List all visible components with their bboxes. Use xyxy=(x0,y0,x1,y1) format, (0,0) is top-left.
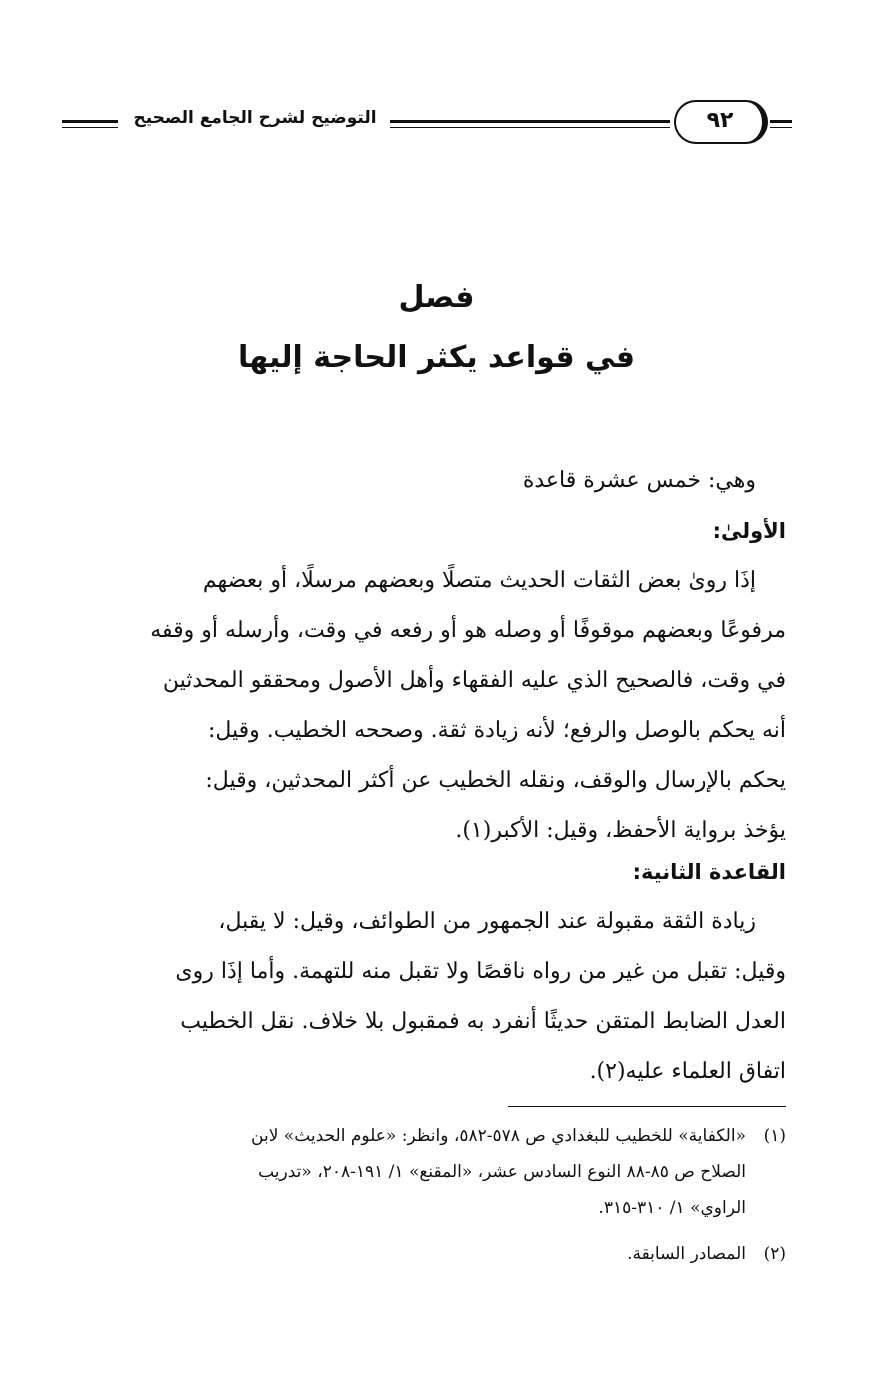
header-rule-left xyxy=(62,120,118,128)
paragraph-line: يؤخذ برواية الأحفظ، وقيل: الأكبر(١). xyxy=(455,818,786,843)
footnote-marker: (٢) xyxy=(763,1244,786,1264)
running-header xyxy=(62,98,792,150)
paragraph-line: العدل الضابط المتقن حديثًا أنفرد به فمقبول بلا خلاف. نقل الخطيب xyxy=(180,1009,786,1034)
paragraph-line: مرفوعًا وبعضهم موقوفًا أو وصله هو أو رفعه في وقت، وأرسله أو وقفه xyxy=(150,618,786,643)
paragraph-line: زيادة الثقة مقبولة عند الجمهور من الطوائف، وقيل: لا يقبل، xyxy=(218,909,756,934)
rule-one-heading: الأولىٰ: xyxy=(712,519,786,543)
section-subtitle: في قواعد يكثر الحاجة إليها xyxy=(237,340,636,375)
footnote-line: المصادر السابقة. xyxy=(627,1244,746,1264)
paragraph-line: أنه يحكم بالوصل والرفع؛ لأنه زيادة ثقة. وصححه الخطيب. وقيل: xyxy=(207,718,786,743)
paragraph-line: وقيل: تقبل من غير من رواه ناقصًا ولا تقبل منه للتهمة. وأما إذَا روى xyxy=(175,959,786,984)
rule-two-paragraph xyxy=(68,897,786,1097)
footnote-2 xyxy=(68,1236,786,1272)
footnote-marker: (١) xyxy=(763,1126,786,1146)
rule-one-paragraph xyxy=(68,556,786,856)
section-title: فصل xyxy=(398,280,475,315)
paragraph-line: إذَا روىٰ بعض الثقات الحديث متصلًا وبعضهم مرسلًا، أو بعضهم xyxy=(202,568,756,593)
footnote-1 xyxy=(68,1118,786,1226)
header-rule-right xyxy=(770,120,792,128)
footnote-line: «الكفاية» للخطيب للبغدادي ص ٥٧٨-٥٨٢، وانظر: «علوم الحديث» لابن xyxy=(251,1126,746,1146)
running-title: التوضيح لشرح الجامع الصحيح xyxy=(133,108,377,128)
rule-two-heading: القاعدة الثانية: xyxy=(632,860,786,884)
paragraph-line: في وقت، فالصحيح الذي عليه الفقهاء وأهل الأصول ومحققو المحدثين xyxy=(162,668,786,693)
page-number-badge xyxy=(674,100,768,144)
paragraph-line: يحكم بالإرسال والوقف، ونقله الخطيب عن أكثر المحدثين، وقيل: xyxy=(205,768,786,793)
footnote-line: الراوي» ١/ ٣١٠-٣١٥. xyxy=(598,1198,746,1218)
page-number: ٩٢ xyxy=(706,108,734,133)
header-rule-middle xyxy=(390,120,670,128)
paragraph-line: اتفاق العلماء عليه(٢). xyxy=(589,1059,786,1084)
footnote-line: الصلاح ص ٨٥-٨٨ النوع السادس عشر، «المقنع» ١/ ١٩١-٢٠٨، «تدريب xyxy=(258,1162,746,1182)
footnote-separator xyxy=(508,1106,786,1107)
intro-line: وهي: خمس عشرة قاعدة xyxy=(522,468,756,493)
